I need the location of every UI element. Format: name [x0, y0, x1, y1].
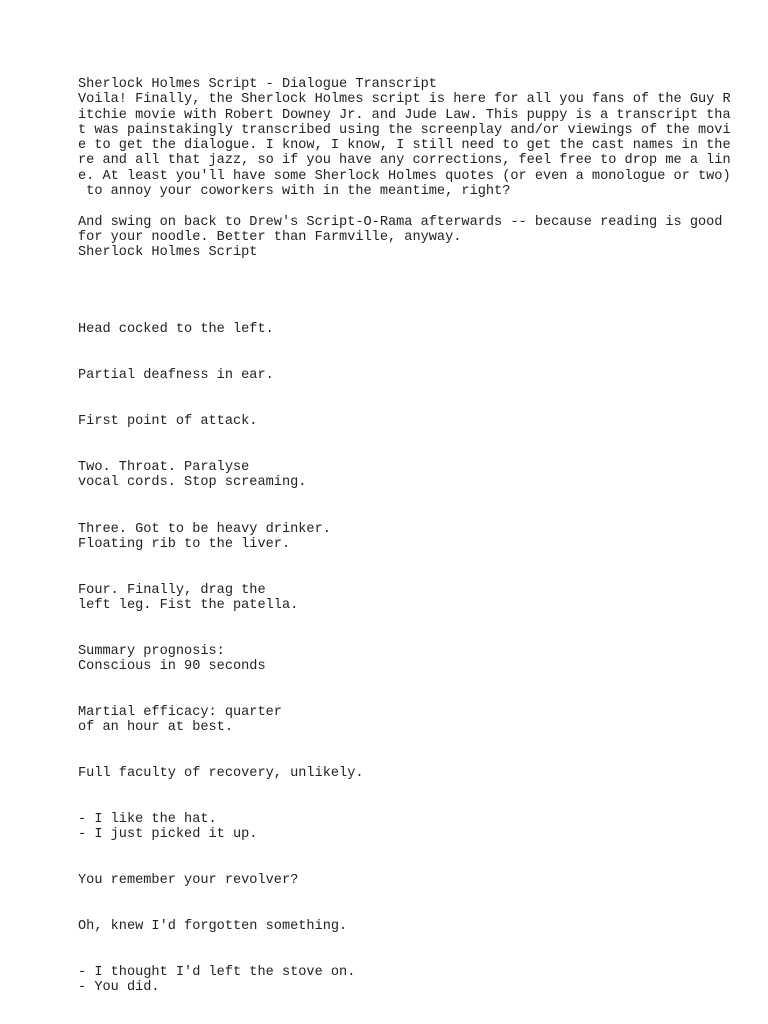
dialogue-block	[78, 522, 698, 553]
dialogue-block	[78, 705, 698, 736]
intro-line: Voila! Finally, the Sherlock Holmes script is here for all you fans of the Guy R	[78, 92, 731, 108]
script-heading: Sherlock Holmes Script	[78, 245, 258, 261]
dialogue-block	[78, 766, 698, 781]
dialogue-line: Two. Throat. Paralyse	[78, 460, 250, 475]
intro-line: itchie movie with Robert Downey Jr. and Jude Law. This puppy is a transcript tha	[78, 107, 731, 123]
intro-line: to annoy your coworkers with in the meantime, right?	[78, 184, 511, 200]
dialogue-block	[78, 812, 698, 843]
paragraph-gap	[78, 199, 698, 214]
dialogue-line: vocal cords. Stop screaming.	[78, 475, 307, 491]
dialogue-line: Martial efficacy: quarter	[78, 705, 282, 720]
dialogue-block	[78, 965, 698, 996]
dialogue-line: - I thought I'd left the stove on.	[78, 965, 356, 980]
dialogue-block	[78, 919, 698, 934]
dialogue-line: Conscious in 90 seconds	[78, 659, 266, 675]
dialogue-line: Four. Finally, drag the	[78, 583, 266, 598]
dialogue-line: Summary prognosis:	[78, 644, 225, 659]
dialogue-line: First point of attack.	[78, 414, 258, 429]
dialogue-block	[78, 644, 698, 675]
dialogue-block	[78, 368, 698, 383]
dialogue-block	[78, 460, 698, 491]
intro-line: e. At least you'll have some Sherlock Holmes quotes (or even a monologue or two)	[78, 168, 731, 184]
dialogue-line: - I like the hat.	[78, 812, 217, 827]
intro-line: re and all that jazz, so if you have any corrections, feel free to drop me a lin	[78, 153, 731, 169]
dialogue-line: Partial deafness in ear.	[78, 368, 274, 383]
dialogue-line: Head cocked to the left.	[78, 322, 274, 337]
dialogue-block	[78, 414, 698, 429]
dialogue-block	[78, 873, 698, 888]
dialogue-line: Full faculty of recovery, unlikely.	[78, 766, 364, 781]
dialogue-line: You remember your revolver?	[78, 873, 299, 888]
intro-line: t was painstakingly transcribed using the screenplay and/or viewings of the movi	[78, 122, 731, 138]
document-title: Sherlock Holmes Script - Dialogue Transcript	[78, 77, 437, 92]
intro-section	[78, 77, 731, 261]
dialogue-line: - I just picked it up.	[78, 827, 258, 843]
dialogue-line: - You did.	[78, 980, 160, 996]
dialogue-line: Oh, knew I'd forgotten something.	[78, 919, 348, 934]
dialogue-line: Floating rib to the liver.	[78, 537, 291, 553]
dialogue-block	[78, 322, 698, 337]
dialogue-line: of an hour at best.	[78, 720, 233, 736]
outro-line: for your noodle. Better than Farmville, anyway.	[78, 229, 462, 245]
dialogue-line: left leg. Fist the patella.	[78, 598, 299, 614]
dialogue-block	[78, 583, 698, 614]
dialogue-line: Three. Got to be heavy drinker.	[78, 522, 331, 537]
intro-line: e to get the dialogue. I know, I know, I still need to get the cast names in the	[78, 138, 731, 154]
outro-line: And swing on back to Drew's Script-O-Rama afterwards -- because reading is good	[78, 214, 723, 230]
